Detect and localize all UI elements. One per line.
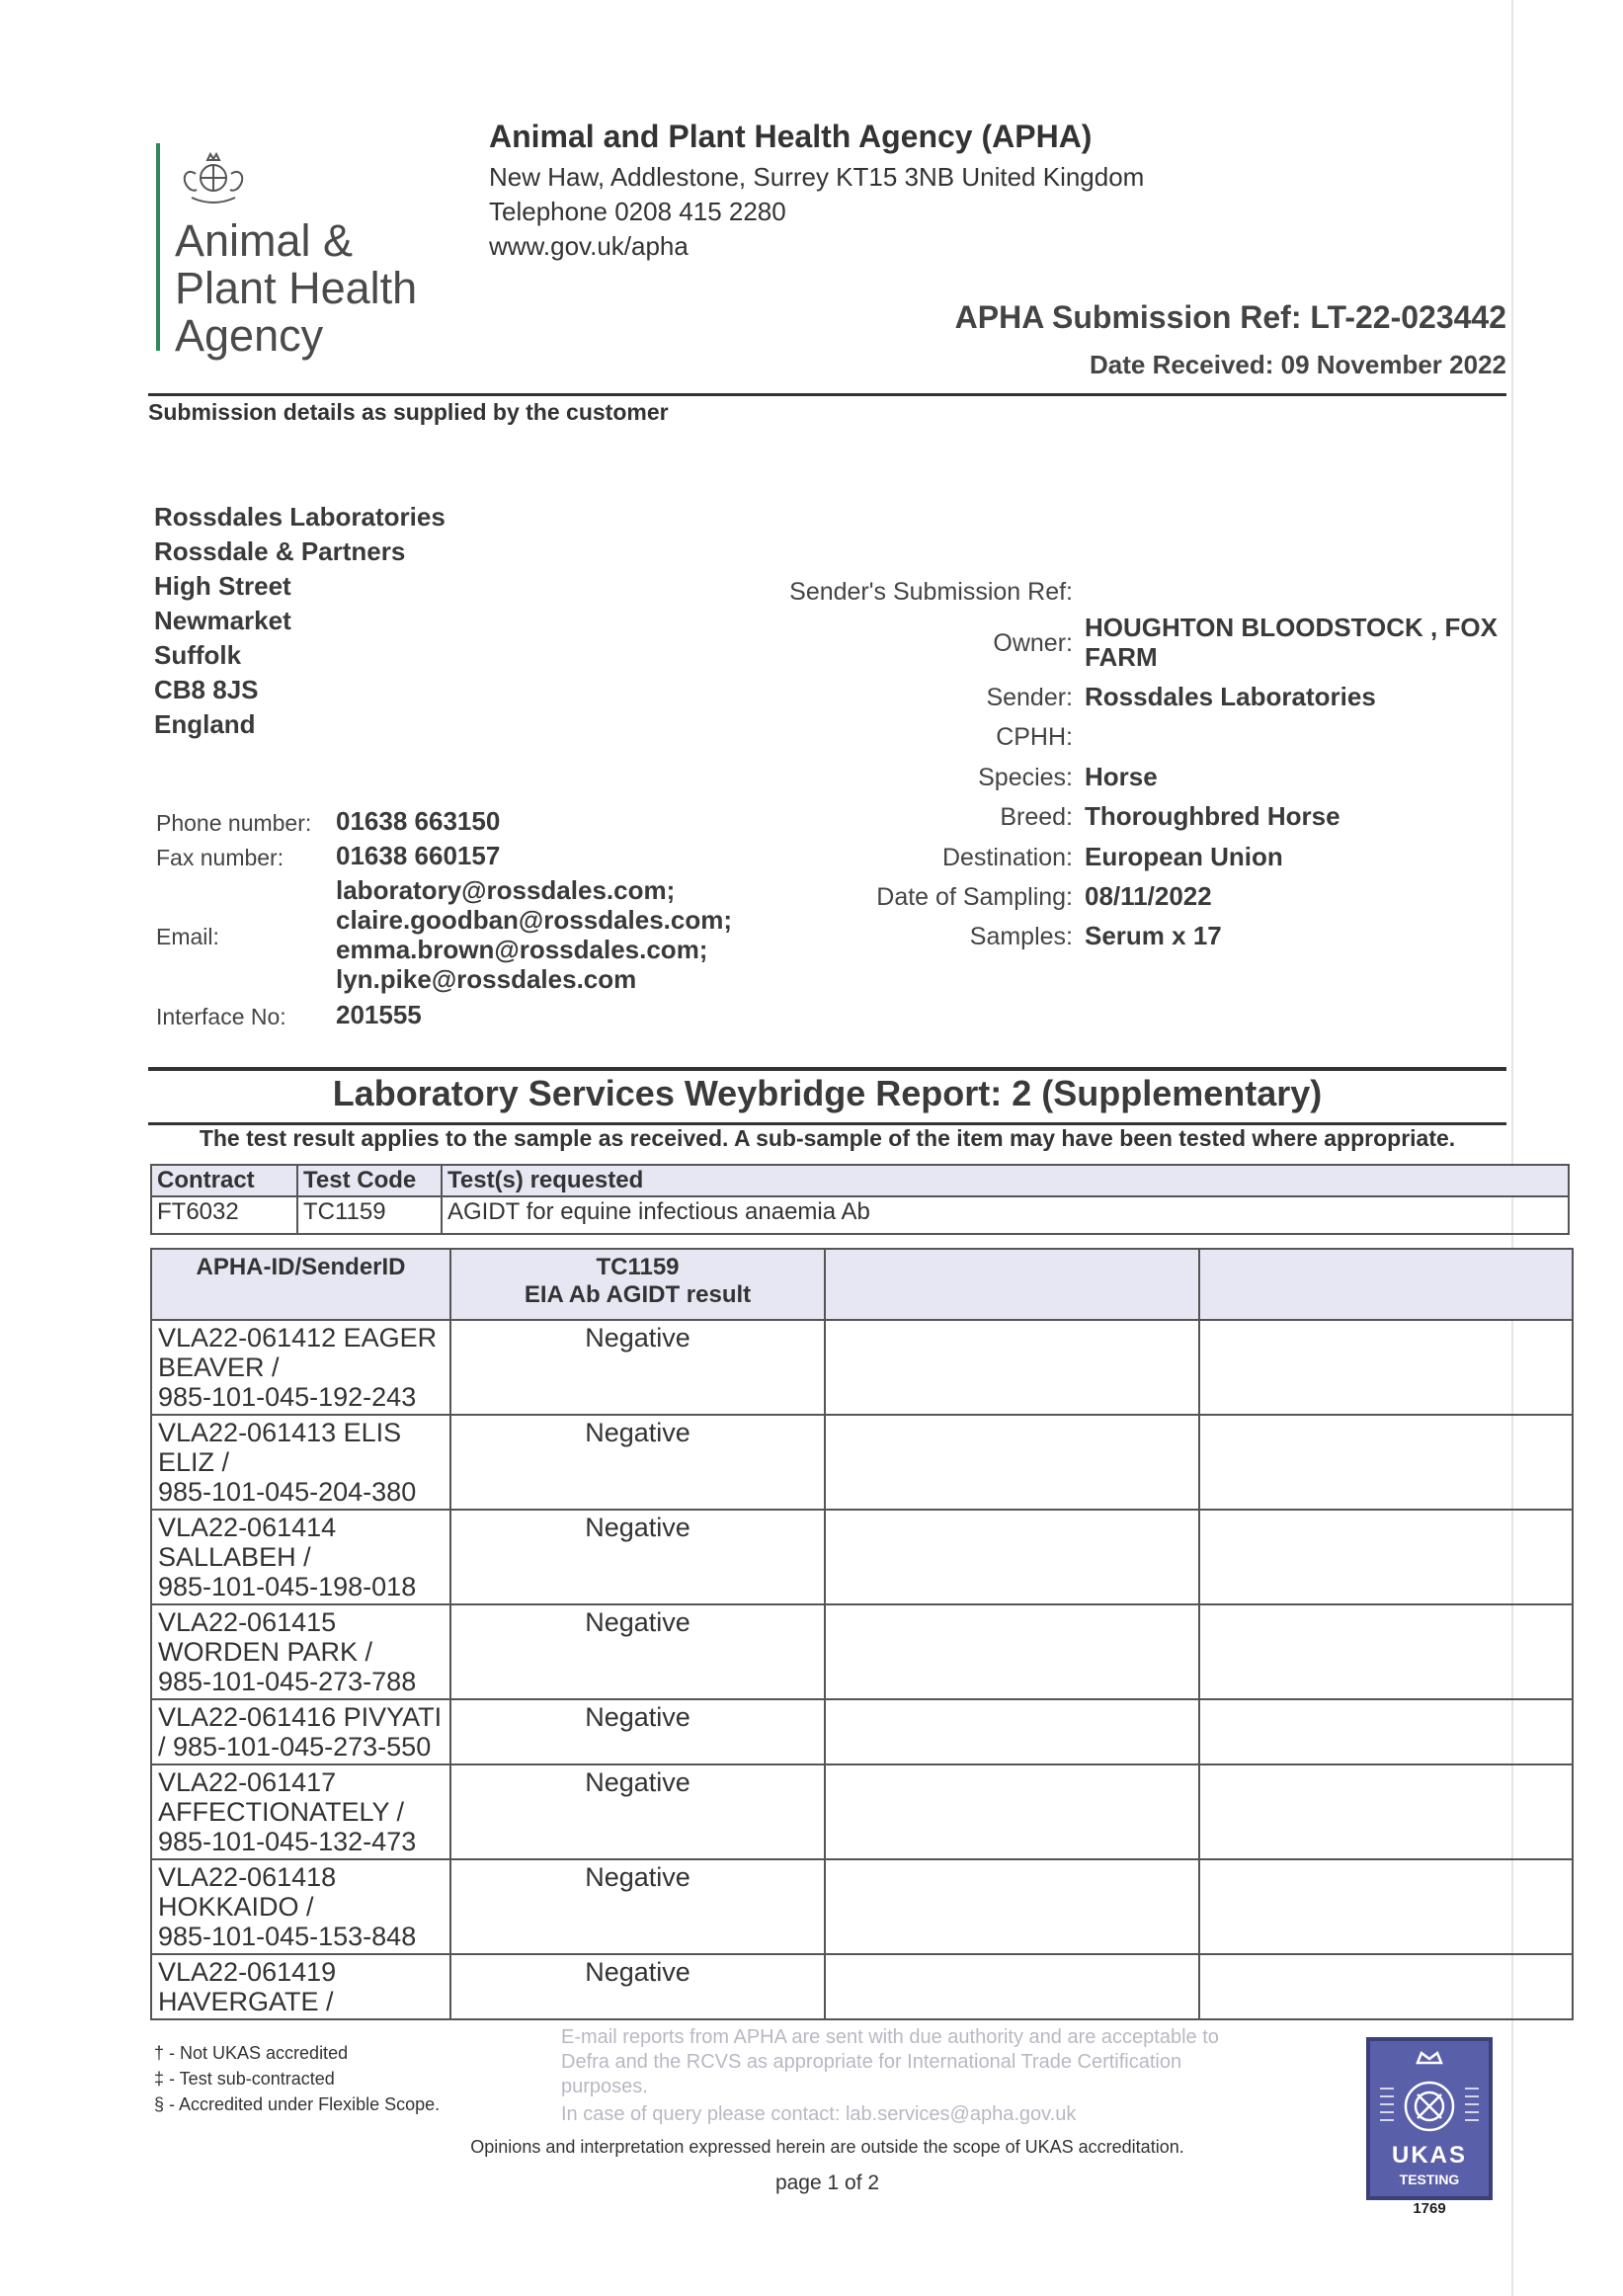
- apha-id-cell: [151, 1510, 450, 1604]
- address-line: High Street: [154, 571, 291, 601]
- samples-label: Samples:: [969, 923, 1073, 950]
- table-row: [151, 1699, 1573, 1764]
- result-cell: Negative: [450, 1415, 825, 1510]
- result-cell: Negative: [450, 1320, 825, 1415]
- sender-value: Rossdales Laboratories: [1085, 682, 1376, 711]
- apha-id-line: VLA22-061413 ELIS: [158, 1418, 402, 1447]
- email-note-line: E-mail reports from APHA are sent with due authority and are acceptable to: [561, 2026, 1219, 2048]
- empty-cell: [825, 1415, 1199, 1510]
- empty-cell: [825, 1764, 1199, 1859]
- apha-id-cell: [151, 1699, 450, 1764]
- result-cell: Negative: [450, 1859, 825, 1954]
- result-cell: Negative: [450, 1954, 825, 2019]
- address-line: Rossdales Laboratories: [154, 502, 446, 532]
- contract-table: [150, 1164, 1570, 1235]
- tc1159-header-line1: TC1159: [596, 1254, 680, 1280]
- agency-address: New Haw, Addlestone, Surrey KT15 3NB United Kingdom: [489, 162, 1145, 192]
- apha-id-line: BEAVER /: [158, 1353, 280, 1382]
- ukas-testing-label: TESTING: [1399, 2172, 1460, 2187]
- table-row: [151, 1859, 1573, 1954]
- interface-label: Interface No:: [156, 1004, 286, 1029]
- results-table: [150, 1248, 1574, 2020]
- apha-id-line: VLA22-061415: [158, 1607, 337, 1637]
- legend-sub-contracted: ‡ - Test sub-contracted: [154, 2069, 335, 2089]
- test-note: The test result applies to the sample as received. A sub-sample of the item may have been tested where appropriate.: [199, 1125, 1456, 1151]
- address-line: CB8 8JS: [154, 675, 259, 704]
- apha-id-line: ELIZ /: [158, 1447, 230, 1477]
- empty-cell: [1199, 1699, 1573, 1764]
- test-code-header: Test Code: [297, 1165, 442, 1196]
- apha-id-cell: [151, 1415, 450, 1510]
- table-row: [151, 1415, 1573, 1510]
- fax-label: Fax number:: [156, 845, 284, 870]
- apha-id-line: VLA22-061417: [158, 1767, 337, 1797]
- agency-telephone: Telephone 0208 415 2280: [489, 197, 786, 226]
- results-body: [151, 1320, 1573, 2019]
- destination-value: European Union: [1085, 842, 1283, 871]
- result-cell: Negative: [450, 1699, 825, 1764]
- ukas-crown-icon: [1370, 2041, 1489, 2140]
- phone-label: Phone number:: [156, 810, 312, 836]
- sampling-value: 08/11/2022: [1085, 881, 1212, 911]
- apha-id-cell: [151, 1764, 450, 1859]
- fax-value: 01638 660157: [336, 841, 501, 870]
- owner-value: HOUGHTON BLOODSTOCK , FOX: [1085, 613, 1498, 642]
- apha-id-line: 985-101-045-198-018: [158, 1572, 417, 1601]
- email-value[interactable]: claire.goodban@rossdales.com;: [336, 905, 733, 935]
- test-code-value: TC1159: [297, 1196, 442, 1234]
- apha-id-line: VLA22-061412 EAGER: [158, 1323, 438, 1353]
- empty-cell: [1199, 1415, 1573, 1510]
- submission-caption: Submission details as supplied by the customer: [148, 399, 669, 425]
- empty-cell: [1199, 1510, 1573, 1604]
- report-divider-top: [148, 1067, 1506, 1071]
- tests-requested-header: Test(s) requested: [442, 1165, 1569, 1196]
- breed-label: Breed:: [1000, 803, 1073, 831]
- result-cell: Negative: [450, 1510, 825, 1604]
- ukas-number: 1769: [1413, 2200, 1446, 2217]
- logo-text-line-1: Animal &: [175, 215, 354, 266]
- contract-value: FT6032: [151, 1196, 297, 1234]
- cphh-label: CPHH:: [996, 723, 1073, 751]
- opinions-note: Opinions and interpretation expressed herein are outside the scope of UKAS accreditation.: [470, 2137, 1184, 2157]
- apha-id-line: 985-101-045-132-473: [158, 1827, 417, 1856]
- empty-cell: [825, 1699, 1199, 1764]
- apha-id-cell: [151, 1859, 450, 1954]
- owner-value: FARM: [1085, 642, 1158, 672]
- destination-label: Destination:: [941, 844, 1073, 871]
- logo-text-line-3: Agency: [175, 310, 324, 361]
- apha-id-line: VLA22-061418: [158, 1862, 337, 1892]
- query-contact: In case of query please contact: lab.services@apha.gov.uk: [561, 2103, 1077, 2125]
- apha-id-line: 985-101-045-192-243: [158, 1382, 417, 1412]
- empty-cell: [1199, 1859, 1573, 1954]
- empty-cell: [1199, 1954, 1573, 2019]
- page-number: page 1 of 2: [774, 2172, 880, 2194]
- empty-header: [1199, 1249, 1573, 1320]
- royal-crest-icon: [174, 148, 253, 209]
- apha-id-cell: [151, 1954, 450, 2019]
- address-line: Newmarket: [154, 606, 291, 635]
- address-line: Suffolk: [154, 640, 242, 670]
- breed-value: Thoroughbred Horse: [1085, 801, 1340, 831]
- empty-cell: [1199, 1320, 1573, 1415]
- table-row: [151, 1954, 1573, 2019]
- empty-header: [825, 1249, 1199, 1320]
- apha-id-header: APHA-ID/SenderID: [151, 1249, 450, 1320]
- empty-cell: [1199, 1604, 1573, 1699]
- apha-id-line: 985-101-045-204-380: [158, 1477, 417, 1507]
- species-value: Horse: [1085, 762, 1158, 791]
- empty-cell: [1199, 1764, 1573, 1859]
- sender-label: Sender:: [986, 684, 1073, 711]
- apha-id-cell: [151, 1320, 450, 1415]
- apha-id-line: VLA22-061416 PIVYATI: [158, 1702, 443, 1732]
- species-label: Species:: [978, 764, 1073, 791]
- apha-id-line: / 985-101-045-273-550: [158, 1732, 432, 1762]
- interface-value: 201555: [336, 1000, 422, 1029]
- owner-label: Owner:: [993, 629, 1073, 657]
- apha-id-line: SALLABEH /: [158, 1542, 311, 1572]
- table-row: [151, 1320, 1573, 1415]
- email-note-line: Defra and the RCVS as appropriate for International Trade Certification: [561, 2051, 1182, 2073]
- empty-cell: [825, 1320, 1199, 1415]
- empty-cell: [825, 1954, 1199, 2019]
- submission-ref: APHA Submission Ref: LT-22-023442: [954, 299, 1506, 335]
- empty-cell: [825, 1859, 1199, 1954]
- result-cell: Negative: [450, 1604, 825, 1699]
- empty-cell: [825, 1604, 1199, 1699]
- apha-id-line: 985-101-045-153-848: [158, 1922, 417, 1951]
- sender-ref-label: Sender's Submission Ref:: [789, 578, 1073, 606]
- apha-id-line: HAVERGATE /: [158, 1987, 334, 2016]
- tests-requested-value: AGIDT for equine infectious anaemia Ab: [442, 1196, 1569, 1234]
- email-value[interactable]: emma.brown@rossdales.com;: [336, 935, 708, 964]
- address-line: Rossdale & Partners: [154, 536, 406, 566]
- contract-header: Contract: [151, 1165, 297, 1196]
- phone-value: 01638 663150: [336, 806, 501, 836]
- email-label: Email:: [156, 924, 219, 949]
- tc1159-header: [450, 1249, 825, 1320]
- logo-text-line-2: Plant Health: [175, 263, 418, 313]
- logo-bar: [156, 143, 160, 351]
- legend-flexible-scope: § - Accredited under Flexible Scope.: [154, 2094, 441, 2114]
- tc1159-header-line2: EIA Ab AGIDT result: [524, 1281, 752, 1308]
- address-line: England: [154, 709, 256, 739]
- legend-not-accredited: † - Not UKAS accredited: [154, 2043, 349, 2063]
- email-note-line: purposes.: [561, 2076, 648, 2097]
- empty-cell: [825, 1510, 1199, 1604]
- apha-id-cell: [151, 1604, 450, 1699]
- agency-name: Animal and Plant Health Agency (APHA): [489, 119, 1093, 154]
- table-row: [151, 1764, 1573, 1859]
- report-title: Laboratory Services Weybridge Report: 2 (Supplementary): [332, 1073, 1323, 1113]
- apha-id-line: HOKKAIDO /: [158, 1892, 314, 1922]
- apha-id-line: VLA22-061419: [158, 1957, 337, 1987]
- email-value[interactable]: laboratory@rossdales.com;: [336, 875, 676, 905]
- table-row: [151, 1604, 1573, 1699]
- agency-website[interactable]: www.gov.uk/apha: [489, 231, 689, 261]
- result-cell: Negative: [450, 1764, 825, 1859]
- ukas-label: UKAS: [1391, 2142, 1467, 2169]
- apha-id-line: VLA22-061414: [158, 1513, 337, 1542]
- apha-id-line: 985-101-045-273-788: [158, 1667, 417, 1696]
- sampling-label: Date of Sampling:: [876, 883, 1073, 911]
- table-row: [151, 1510, 1573, 1604]
- apha-id-line: WORDEN PARK /: [158, 1637, 373, 1667]
- email-value[interactable]: lyn.pike@rossdales.com: [336, 964, 637, 994]
- date-received: Date Received: 09 November 2022: [1089, 350, 1506, 379]
- header-divider: [148, 393, 1506, 396]
- apha-id-line: AFFECTIONATELY /: [158, 1797, 405, 1827]
- samples-value: Serum x 17: [1085, 921, 1222, 950]
